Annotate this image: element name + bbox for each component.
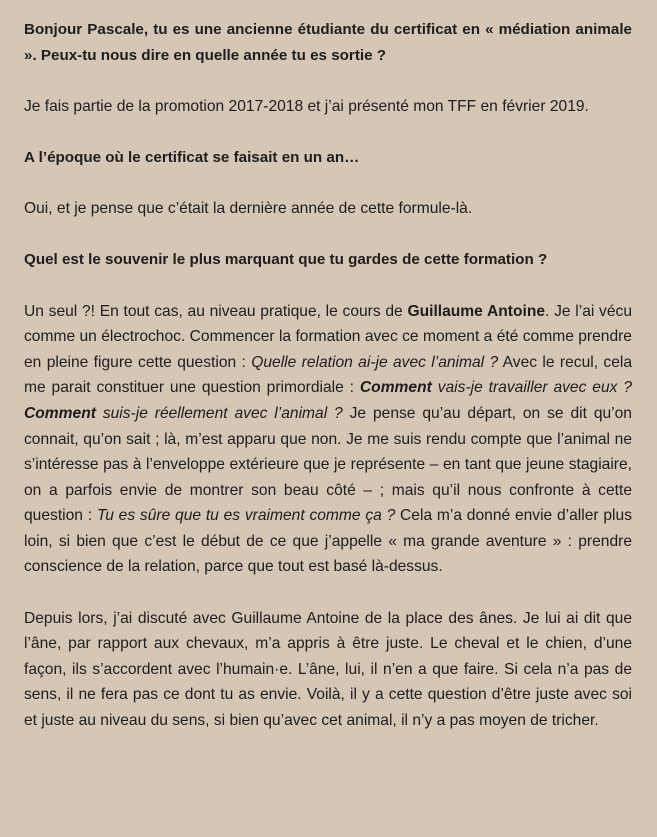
quoted-question: Comment vais-je travailler avec eux ? Comment suis-je réellement avec l’animal ?: [24, 379, 632, 422]
answer-strongest-memory: [24, 299, 632, 581]
question-one-year-format: A l’époque où le certificat se faisait en un an…: [24, 148, 360, 166]
quoted-question: Tu es sûre que tu es vraiment comme ça ?: [96, 507, 396, 525]
answer-text-segment: Je pense qu’au départ, on se dit qu’on connait, qu’on sait ; là, m’est apparu que non. Je me suis rendu compte que l’animal ne s’intéresse pas à l’enveloppe extérieure que je représente – en tant que jeune stagiaire, on a parfois envie de montrer son beau côté – ; mais qu’il nous confronte à cette question :: [24, 404, 632, 525]
answer-donkeys: Depuis lors, j’ai discuté avec Guillaume Antoine de la place des ânes. Je lui ai dit que l’âne, par rapport aux chevaux, m’a appris à être juste. Le cheval et le chien, d’une façon, ils s’accordent avec l’humain·e. L’âne, lui, il n’en a que faire. Si cela n’a pas de sens, il ne fera pas ce dont tu as envie. Voilà, il y a cette question d’être juste avec soi et juste au niveau du sens, si bien qu’avec cet animal, il n’y a pas moyen de tricher.: [24, 609, 632, 730]
question-graduation-year: Bonjour Pascale, tu es une ancienne étudiante du certificat en « médiation animale ». Peux-tu nous dire en quelle année tu es sortie ?: [24, 21, 632, 64]
answer-text-segment: Un seul ?! En tout cas, au niveau pratique, le cours de: [24, 302, 408, 320]
answer-text-segment: Avec le recul, cela me parait constituer une question primordiale :: [24, 353, 633, 397]
answer-one-year-format: Oui, et je pense que c’était la dernière année de cette formule-là.: [24, 200, 473, 218]
answer-text-segment: . Je l’ai vécu comme un électrochoc. Commencer la formation avec ce moment a été comme prendre en pleine figure cette question :: [24, 302, 632, 371]
teacher-name: Guillaume Antoine: [407, 302, 546, 320]
emphasis-word: Comment: [24, 404, 96, 422]
emphasis-word: Comment: [359, 379, 432, 397]
question-strongest-memory: Quel est le souvenir le plus marquant que tu gardes de cette formation ?: [24, 251, 548, 269]
quoted-question: Quelle relation ai-je avec l’animal ?: [251, 353, 499, 371]
answer-graduation-year: Je fais partie de la promotion 2017-2018 et j’ai présenté mon TFF en février 2019.: [24, 97, 589, 115]
answer-text-segment: Cela m’a donné envie d’aller plus loin, si bien que c’est le début de ce que j’appelle « ma grande aventure » : prendre conscience de la relation, parce que tout est basé là-dessus.: [24, 507, 632, 576]
